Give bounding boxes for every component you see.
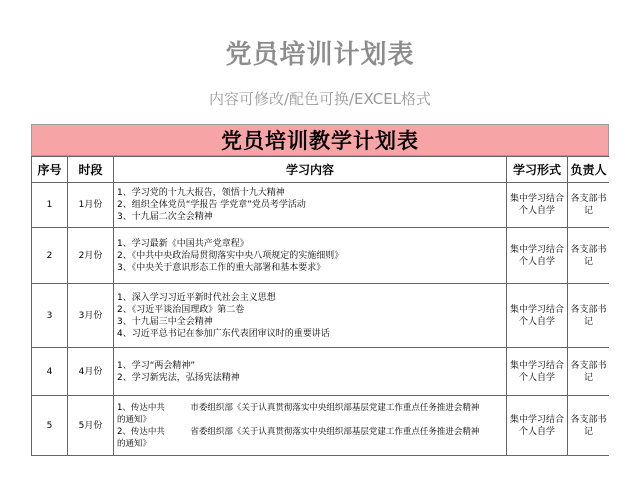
cell-form[interactable]: 集中学习结合个人自学	[507, 228, 568, 284]
cell-owner[interactable]: 各支部书记	[568, 228, 610, 284]
header-no: 序号	[32, 157, 68, 183]
table-row	[32, 183, 610, 228]
page-subtitle: 内容可修改/配色可换/EXCEL格式	[208, 90, 432, 108]
content-line: 的通知》	[117, 414, 152, 425]
spreadsheet	[31, 124, 609, 485]
cell-owner[interactable]: 各支部书记	[568, 183, 610, 228]
cell-content[interactable]	[114, 348, 507, 396]
header-owner: 负责人	[568, 157, 610, 183]
content-line: 1、学习最新《中国共产党章程》	[117, 238, 249, 249]
cell-form[interactable]: 集中学习结合个人自学	[507, 183, 568, 228]
cell-period[interactable]: 2月份	[68, 228, 114, 284]
sheet-banner: 党员培训教学计划表	[31, 124, 609, 156]
cell-content[interactable]	[114, 284, 507, 348]
header-content: 学习内容	[114, 157, 507, 183]
cell-content[interactable]	[114, 396, 507, 456]
content-line: 2、学习新宪法，弘扬宪法精神	[117, 372, 240, 383]
cell-owner[interactable]: 各支部书记	[568, 284, 610, 348]
content-line: 4、习近平总书记在参加广东代表团审议时的重要讲话	[117, 328, 330, 339]
content-line: 2、传达中共 省委组织部《关于认真贯彻落实中央组织部基层党建工作重点任务推进会精神	[117, 426, 480, 437]
cell-period[interactable]: 1月份	[68, 183, 114, 228]
content-line: 3、《中央关于意识形态工作的重大部署和基本要求》	[117, 262, 326, 273]
cell-no[interactable]: 3	[32, 284, 68, 348]
content-line: 2、《习近平谈治国理政》第二卷	[117, 304, 245, 315]
cell-no[interactable]: 5	[32, 396, 68, 456]
cell-form[interactable]: 集中学习结合个人自学	[507, 348, 568, 396]
training-plan-table	[31, 156, 609, 456]
content-line: 1、学习“两会精神”	[117, 360, 196, 371]
content-line: 2、《中共中央政治局贯彻落实中央八项规定的实施细则》	[117, 250, 344, 261]
header-form: 学习形式	[507, 157, 568, 183]
content-line: 1、传达中共 市委组织部《关于认真贯彻落实中央组织部基层党建工作重点任务推进会精神	[117, 402, 480, 413]
cell-content[interactable]	[114, 183, 507, 228]
header-row	[32, 157, 610, 183]
content-line: 1、学习党的十九大报告，领悟十九大精神	[117, 188, 285, 198]
cell-form[interactable]: 集中学习结合个人自学	[507, 396, 568, 456]
table-row	[32, 228, 610, 284]
cell-period[interactable]: 3月份	[68, 284, 114, 348]
page-title: 党员培训计划表	[225, 40, 415, 70]
cell-period[interactable]: 4月份	[68, 348, 114, 396]
cell-no[interactable]: 2	[32, 228, 68, 284]
content-line: 3、十九届二次全会精神	[117, 212, 213, 222]
header-period: 时段	[68, 157, 114, 183]
cell-owner[interactable]: 各支部书记	[568, 348, 610, 396]
cell-period[interactable]: 5月份	[68, 396, 114, 456]
cell-no[interactable]: 1	[32, 183, 68, 228]
table-row	[32, 396, 610, 456]
table-row	[32, 348, 610, 396]
content-line: 3、十九届三中全会精神	[117, 316, 213, 327]
cell-no[interactable]: 4	[32, 348, 68, 396]
cell-content[interactable]	[114, 228, 507, 284]
content-line: 的通知》	[117, 438, 152, 449]
content-line: 1、深入学习习近平新时代社会主义思想	[117, 292, 276, 303]
table-row	[32, 284, 610, 348]
cell-form[interactable]: 集中学习结合个人自学	[507, 284, 568, 348]
cell-owner[interactable]: 各支部书记	[568, 396, 610, 456]
content-line: 2、组织全体党员“学报告 学党章”党员考学活动	[117, 200, 306, 210]
